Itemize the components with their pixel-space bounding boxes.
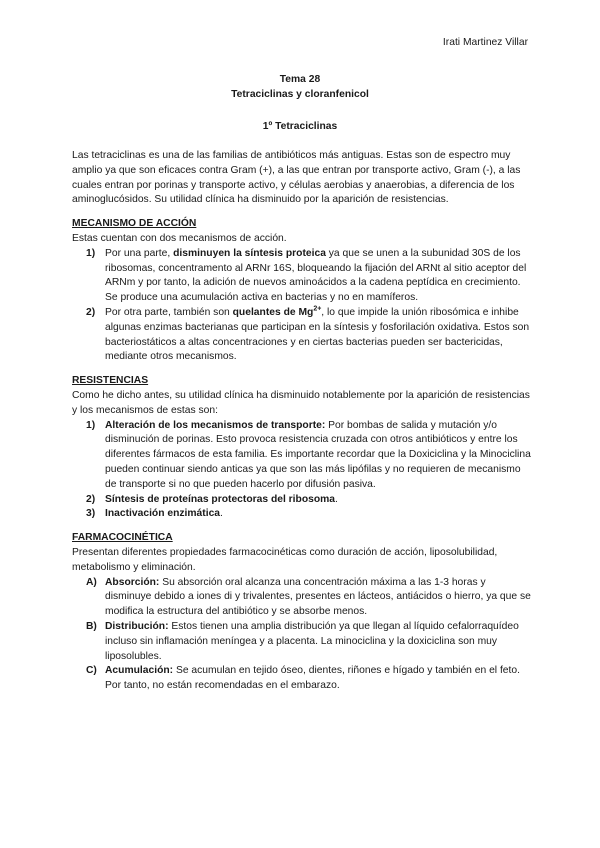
document-title: Tetraciclinas y cloranfenicol bbox=[231, 88, 369, 100]
author-name: Irati Martinez Villar bbox=[442, 37, 528, 48]
resistencias-list bbox=[72, 419, 534, 523]
farmaco-list bbox=[72, 576, 534, 694]
item-bold: Absorción: bbox=[105, 576, 160, 588]
resistencias-heading: RESISTENCIAS bbox=[72, 375, 149, 387]
mecanismo-lead: Estas cuentan con dos mecanismos de acción. bbox=[72, 232, 287, 244]
list-item bbox=[72, 664, 534, 694]
list-marker: 2) bbox=[86, 306, 96, 318]
item-superscript: 2+ bbox=[313, 305, 322, 313]
item-text: ya que se unen a la subunidad 30S de los ribosomas, concentramento al ARNr 16S, bloqueando la fijación del ARNt al sitio aceptor del ARNm y por tanto, la adición de nuevos aminoácidos a la cadena peptídica en crecimiento. Se produce una acumulación activa en bacterias y no en mamíferos. bbox=[105, 247, 527, 304]
list-item bbox=[72, 576, 534, 620]
mecanismo-heading: MECANISMO DE ACCIÓN bbox=[72, 218, 197, 230]
section-title: 1º Tetraciclinas bbox=[262, 121, 338, 132]
resistencias-section bbox=[72, 374, 534, 522]
item-text: . bbox=[220, 508, 223, 520]
farmaco-lead: Presentan diferentes propiedades farmacocinéticas como duración de acción, liposolubilidad, metabolismo y eliminación. bbox=[72, 546, 498, 573]
list-item bbox=[72, 306, 534, 365]
item-text: , lo que impide la unión ribosómica e inhibe algunas enzimas bacterianas que participan en la síntesis y fosforilación oxidativa. Estos son bacteriostáticos a altas concentraciones y en ciertas bacterias pueden ser bactericidas, mediante otros mecanismos. bbox=[105, 306, 530, 363]
list-marker: C) bbox=[86, 665, 97, 677]
list-item bbox=[72, 620, 534, 664]
item-text: Estos tienen una amplia distribución ya que llegan al líquido cefalorraquídeo incluso sin inflamación meníngea y a placenta. La minociclina y la doxiciclina son muy liposolubles. bbox=[105, 620, 519, 662]
intro-paragraph: Las tetraciclinas es una de las familias de antibióticos más antiguas. Estas son de espectro muy amplio ya que son eficaces contra Gram (+), a las que entran por transporte activo, Gram (-), a las cuales entran por porinas y transporte activo, y células aerobias y anaerobias, a diferencia de los aminoglucósidos. Su utilidad clínica ha disminuido por la aparición de resistencias. bbox=[72, 150, 521, 206]
list-marker: 2) bbox=[86, 493, 96, 505]
farmaco-section bbox=[72, 531, 534, 694]
item-text: Por una parte, bbox=[105, 247, 174, 259]
list-marker: A) bbox=[86, 576, 97, 588]
list-item bbox=[72, 507, 534, 522]
list-marker: 1) bbox=[86, 247, 96, 259]
farmaco-heading: FARMACOCINÉTICA bbox=[72, 532, 173, 544]
tema-number: Tema 28 bbox=[279, 74, 321, 85]
document-body bbox=[72, 149, 534, 703]
item-bold: Distribución: bbox=[105, 620, 169, 632]
item-text: Por otra parte, también son bbox=[105, 306, 233, 318]
list-item bbox=[72, 419, 534, 493]
item-bold: disminuyen la síntesis proteica bbox=[173, 247, 326, 259]
item-bold: Acumulación: bbox=[105, 665, 174, 677]
mecanismo-section bbox=[72, 217, 534, 365]
item-text: Se acumulan en tejido óseo, dientes, riñones e hígado y también en el feto. Por tanto, no están recomendadas en el embarazo. bbox=[105, 665, 520, 692]
list-item bbox=[72, 247, 534, 306]
mecanismo-list bbox=[72, 247, 534, 365]
item-bold: Síntesis de proteínas protectoras del ribosoma bbox=[105, 493, 336, 505]
list-marker: B) bbox=[86, 620, 97, 632]
item-text: Su absorción oral alcanza una concentración máxima a las 1-3 horas y disminuye debido a iones di y trivalentes, presentes en lácteos, antiácidos o hierro, ya que se modifica la estructura del antibiótico y se absorbe menos. bbox=[105, 576, 531, 618]
list-item bbox=[72, 493, 534, 508]
item-text: . bbox=[335, 493, 338, 505]
item-bold: quelantes de Mg bbox=[232, 306, 314, 318]
item-text: Por bombas de salida y mutación y/o disminución de porinas. Esto provoca resistencia cruzada con otros antibióticos y entre los diferentes fármacos de esta familia. Es importante recordar que la Doxiciclina y la Minociclina pueden continuar siendo anticas ya que son las más lipófilas y no requieren de mecanismo de transporte si no que pueden hacerlo por difusión pasiva. bbox=[105, 419, 531, 490]
resistencias-lead: Como he dicho antes, su utilidad clínica ha disminuido notablemente por la aparición de resistencias y los mecanismos de estas son: bbox=[72, 389, 530, 416]
list-marker: 1) bbox=[86, 419, 96, 431]
item-bold: Alteración de los mecanismos de transporte: bbox=[105, 419, 326, 431]
list-marker: 3) bbox=[86, 508, 96, 520]
title-block bbox=[0, 73, 600, 103]
item-bold: Inactivación enzimática bbox=[105, 508, 221, 520]
